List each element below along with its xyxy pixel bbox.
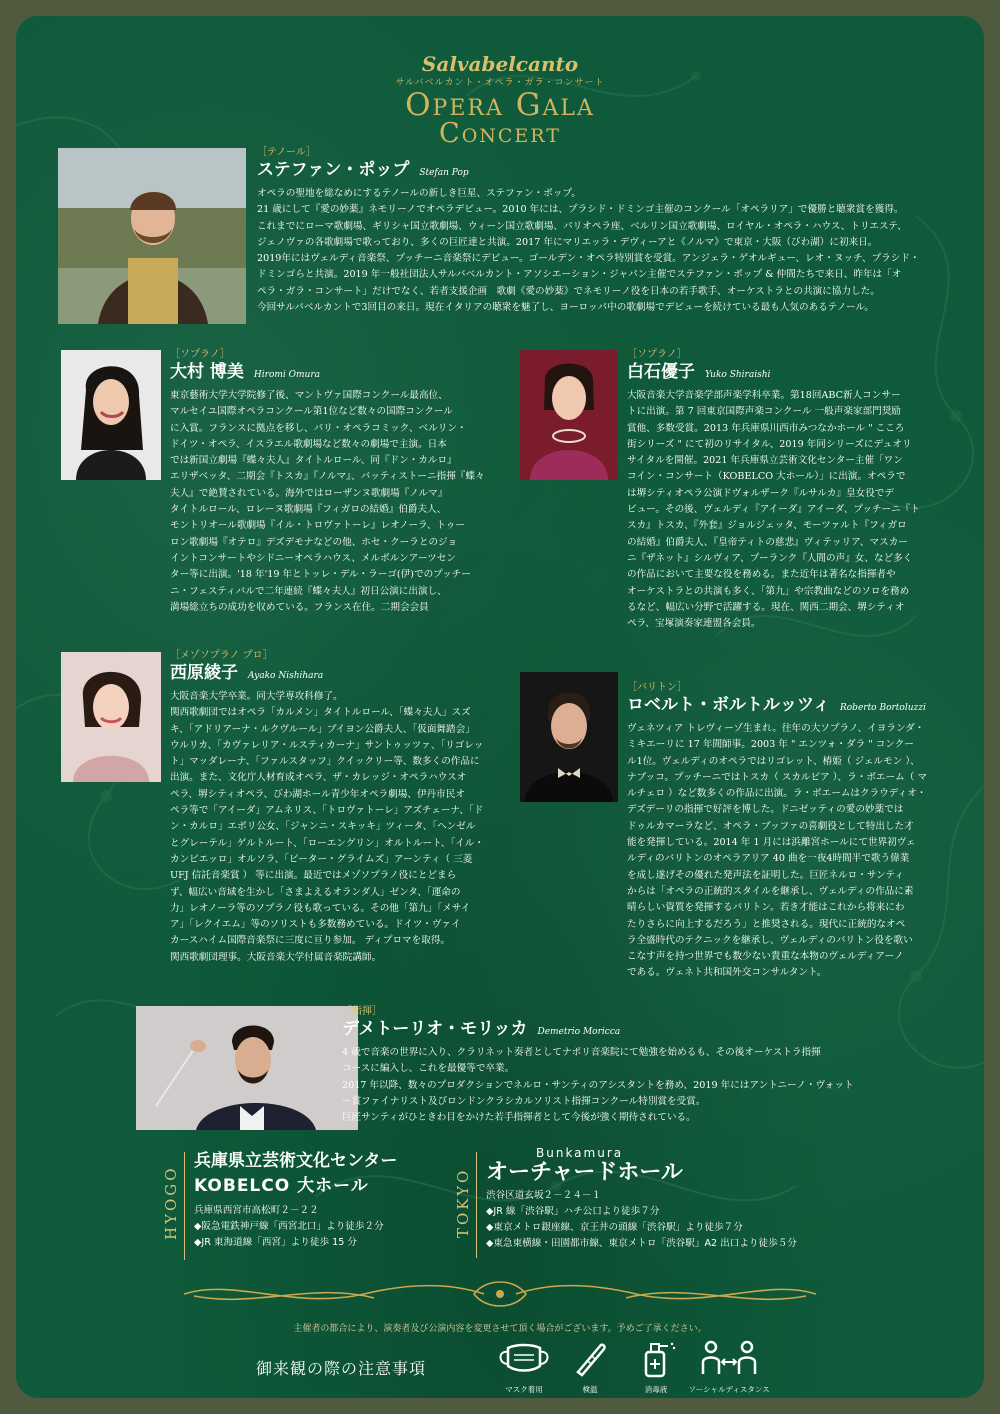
caution-social-distance <box>684 1338 774 1395</box>
caution-label: 消毒液 <box>644 1385 668 1394</box>
bio-demetrio-moricca <box>342 1005 902 1126</box>
bio-text: 東京藝術大学大学院修了後、マントヴァ国際コンクール最高位、 マルセイユ国際オペラコンクール第1位など数々の国際コンクール に入賞。フランスに拠点を移し、パリ・オペラコミック、ベルリン・ ドイツ・オペラ、イスラエル歌劇場など数々の劇場で主演。日本 では新国立劇場『蝶々夫人』タイトルロール、同『ドン・カルロ』 エリザベッタ、二期会『トスカ』『ノルマ』、バッティストーニ指揮『蝶々 夫人』で絶賛されている。海外ではローザンヌ歌劇場『ノルマ』 タイトルロール、ロレーヌ歌劇場『フィガロの結婚』伯爵夫人、 モントリオール歌劇場『イル・トロヴァトーレ』レオノーラ、トゥー ロン歌劇場『オテロ』デズデモナなどの他、ホセ・クーラとのジョ イントコンサートやシドニーオペラハウス、メルボルンアーツセン ター等に出演。'18 年'19 年とトッレ・デル・ラーゴ(伊)でのプッチー ニ・フェスティバルで二年連続『蝶々夫人』初日公演に出演し、 満場総立ちの成功を収めている。フランス在住。二期会会員 <box>170 390 485 613</box>
artist-name: デメトーリオ・モリッカ Demetrio Moricca <box>342 1019 621 1039</box>
venue-hyogo <box>194 1150 454 1251</box>
bio-text: オペラの聖地を総なめにするテノールの新しき巨星、ステファン・ポップ。 21 歳にして『愛の妙薬』ネモリーノでオペラデビュー。2010 年には、プラシド・ドミンゴ主催のコンクール「オペラリア」で優勝と聴衆賞を獲得。 これまでにローマ歌劇場、ギリシャ国立歌劇場、ウィーン国立歌劇場、パリオペラ座、ベルリン国立歌劇場、ロイヤル・オペラ・ハウス、トリエステ、 ジェノヴァの各歌劇場で歌っており、多くの巨匠達と共演。2017 年にマリエッラ・デヴィーアと《ノルマ》で東京・大阪（びわ湖）に初来日。 2019年にはヴェルディ音楽祭、プッチーニ音楽祭にデビュー。ゴールデン・オペラ特別賞を受賞。アンジェラ・ゲオルギュー、レオ・ヌッチ、プラシド・ ドミンゴらと共演。2019 年一般社団法人サルバベルカント・アソシエーション・ジャパン主催でステファン・ポップ & 仲間たちで来日、昨年は「オ ペラ・ガラ・コンサート」だけでなく、若者支援企画 歌劇《愛の妙薬》でネモリーノ役を日本の若手歌手、オーケストラとの共演に協力した。 今回サルバベルカントで3回目の来日。現在イタリアの聴衆を魅了し、ヨーロッパ中の歌劇場でデビューを続けている最も人気のあるテノール。 <box>257 188 920 314</box>
venue-address: 兵庫県西宮市高松町２－２２ <box>194 1205 319 1216</box>
role-label: ［ソプラノ］ <box>627 349 687 360</box>
bio-text: ヴェネツィア トレヴィーゾ生まれ。往年の大ソプラノ、イヨランダ・ ミキエーリに 17 年間師事。2003 年 " エンツォ・ダラ " コンクー ル1位。ヴェルディのオペラではリゴレット、椿姫（ ジェルモン ）、 ナブッコ。プッチーニではトスカ（ スカルピア ）、ラ・ボエーム（ マ ルチェロ ）など数多くの作品に出演。ラ・ボエームはクラウディオ・ デズデーリの指揮で好評を博した。ドニゼッティの愛の妙薬では ドゥルカマーラなど、オペラ・ブッファの喜劇役として特出した才 能を発揮している。2014 年 1 月には浜離宮ホールにて世界初ヴェ ルディのバリトンのオペラアリア 40 曲を一夜4時間半で歌う偉業 を成し遂げその優れた発声法を証明した。巨匠ネルロ・サンティ からは「オペラの正統的スタイルを継承し、ヴェルディの作品に素 晴らしい資質を発揮するバリトン。若き才能はこれから将来にわ たりさらに向上するだろう」と推奨される。現代に正統的なオペ ラ全盛時代のテクニックを継承し、ヴェルディのバリトン役を歌い こなす声を持つ世界でも数少ない貴重な本物のヴェルディアーノ である。ヴェネト共和国外交コンサルタント。 <box>627 723 927 979</box>
photo-yuko-shiraishi <box>520 350 618 480</box>
artist-name-en: Stefan Pop <box>419 168 469 178</box>
role-label: ［ソプラノ］ <box>170 349 230 360</box>
photo-stefan-pop <box>58 148 246 324</box>
artist-name-en: Yuko Shiraishi <box>705 370 771 380</box>
bio-ayako-nishihara <box>170 649 488 966</box>
role-label: ［メゾソプラノ プロ］ <box>170 650 273 661</box>
photo-ayako-nishihara <box>61 652 161 782</box>
artist-name-en: Hiromi Omura <box>253 370 321 380</box>
concert-logo <box>16 52 984 148</box>
venue-divider-hyogo <box>184 1152 185 1260</box>
artist-name: ロベルト・ボルトルッツィ Roberto Bortoluzzi <box>627 695 926 715</box>
venue-hall: KOBELCO 大ホール <box>194 1176 369 1196</box>
sanitizer-icon <box>626 1338 686 1378</box>
bio-roberto-bortoluzzi <box>627 681 945 982</box>
venue-divider-tokyo <box>476 1152 477 1258</box>
caution-title: 御来観の際の注意事項 <box>256 1359 427 1378</box>
venue-sub: Bunkamura <box>536 1146 624 1160</box>
role-label: ［指揮］ <box>342 1006 382 1017</box>
caution-label: ソーシャルディスタンス <box>688 1385 770 1394</box>
thermometer-icon <box>560 1338 620 1378</box>
artist-name: 西原綾子 Ayako Nishihara <box>170 663 324 683</box>
venue-name: 兵庫県立芸術文化センター <box>194 1151 398 1171</box>
bio-stefan-pop <box>257 146 957 316</box>
venue-access: ◆JR 線「渋谷駅」ハチ公口より徒歩７分 <box>486 1206 660 1217</box>
artist-name-en: Ayako Nishihara <box>248 671 324 681</box>
photo-roberto-bortoluzzi <box>520 672 618 802</box>
bio-yuko-shiraishi <box>627 348 945 632</box>
caution-label: マスク着用 <box>505 1385 543 1394</box>
venue-tokyo <box>486 1146 906 1252</box>
logo-title-2: Concert <box>439 118 561 149</box>
venue-access: ◆JR 東海道線「西宮」より徒歩 15 分 <box>194 1237 357 1248</box>
logo-script: Salvabelcanto <box>421 52 579 76</box>
logo-kana: サルバベルカント・オペラ・ガラ・コンサート <box>395 78 605 88</box>
caution-label: 検温 <box>582 1385 598 1394</box>
gold-ornament-divider <box>174 1274 826 1314</box>
artist-name: 白石優子 Yuko Shiraishi <box>627 362 771 382</box>
bio-text: 4 歳で音楽の世界に入り、クラリネット奏者としてナポリ音楽院にて勉強を始めるも、その後オーケストラ指揮 コースに編入し、これを最優等で卒業。 2017 年以降、数々のプロダクションでネルロ・サンティのアシスタントを務め、2019 年にはアントニーノ・ヴォット ー賞ファイナリスト及びロンドンクラシカルソリスト指揮コンクール特別賞を受賞。 巨匠サンティがひときわ目をかけた若手指揮者として今後が強く期待されている。 <box>342 1047 854 1124</box>
bio-hiromi-omura <box>170 348 488 616</box>
artist-name-en: Demetrio Moricca <box>537 1027 621 1037</box>
photo-hiromi-omura <box>61 350 161 480</box>
role-label: ［テノール］ <box>257 147 316 158</box>
logo-title-1: Opera Gala <box>405 87 595 123</box>
social-distance-icon <box>699 1338 759 1378</box>
bio-text: 大阪音楽大学卒業。同大学専攻科修了。 関西歌劇団ではオペラ「カルメン」タイトルロール、「蝶々夫人」スズ キ、「アドリアーナ・ルクヴルール」ブイヨン公爵夫人、「仮面舞踏会」 ウルリカ、「カヴァレリア・ルスティカーナ」サントゥッツァ、「リゴレッ ト」マッダレーナ、「ファルスタッフ」クイックリー等、数多くの作品に 出演。また、文化庁人材育成オペラ、ザ・カレッジ・オペラハウスオ ペラ、堺シティオペラ、びわ湖ホール青少年オペラ劇場、伊丹市民オ ペラ等で「アイーダ」アムネリス、「トロヴァトーレ」アズチェーナ、「ド ン・カルロ」エボリ公女、「ジャンニ・スキッキ」ツィータ、「ヘンゼル とグレーテル」ゲルトルート、「ローエングリン」オルトルート、「イル・ カンピエッロ」オルソラ、「ピーター・グライムズ」アーンティ（ 三菱 UFJ 信託音楽賞 ） 等に出演。最近ではメゾソプラノ役にとどまら ず、幅広い音域を生かし「さまよえるオランダ人」ゼンタ、「運命の 力」レオノーラ等のソプラノ役も歌っている。その他「第九」「メサイ ア」「レクイエム」等のソリストも多数務めている。ドイツ・ヴァイ カースハイム国際音楽祭に三度に亘り参加。 ディプロマを取得。 関西歌劇団理事。大阪音楽大学付属音楽院講師。 <box>170 691 484 963</box>
change-notice: 主催者の都合により、演奏者及び公演内容を変更させて頂く場合がございます。予めご了承ください。 <box>293 1324 707 1334</box>
venue-access: ◆東急東横線・田園都市線、東京メトロ「渋谷駅」A2 出口より徒歩５分 <box>486 1238 797 1249</box>
venue-name: オーチャードホール <box>486 1160 683 1185</box>
artist-name-en: Roberto Bortoluzzi <box>839 703 926 713</box>
venue-label-tokyo: TOKYO <box>454 1167 472 1238</box>
photo-demetrio-moricca <box>136 1006 358 1130</box>
role-label: ［バリトン］ <box>627 682 687 693</box>
mask-icon <box>494 1338 554 1378</box>
venue-address: 渋谷区道玄坂２－２４－１ <box>486 1190 602 1201</box>
venue-access: ◆東京メトロ銀座線、京王井の頭線「渋谷駅」より徒歩７分 <box>486 1222 743 1233</box>
venue-access: ◆阪急電鉄神戸線「西宮北口」より徒歩２分 <box>194 1221 384 1232</box>
flyer-panel <box>16 16 984 1398</box>
artist-name: ステファン・ポップ Stefan Pop <box>257 160 469 180</box>
venue-label-hyogo: HYOGO <box>162 1165 180 1240</box>
bio-text: 大阪音楽大学音楽学部声楽学科卒業。第18回ABC新人コンサー トに出演。第 7 回東京国際声楽コンクール 一般声楽家部門奨励 賞他、多数受賞。2013 年兵庫県川西市みつなかホール " こころ 街シリーズ " にて初のリサイタル、2019 年同シリーズにデュオリ サイタルを開催。2021 年兵庫県立芸術文化センター主催「ワン コイン・コンサート（KOBELCO 大ホール）」に出演。オペラで は堺シティオペラ公演ドヴォルザーク『ルサルカ』皇女役でデ ビュー。その後、ヴェルディ『アイーダ』アイーダ、プッチーニ『ト スカ』トスカ、『外套』ジョルジェッタ、モーツァルト『フィガロ の結婚』伯爵夫人、『皇帝ティトの慈悲』ヴィテッリア、マスカー ニ『ザネット』シルヴィア、プーランク『人間の声』女、など多く の作品において主要な役を務める。また近年は著名な指揮者や オーケストラとの共演も多く、「第九」や宗教曲などのソロを務め るなど、幅広い分野で活躍する。現在、関西二期会、堺シティオ ペラ、宝塚演奏家連盟各会員。 <box>627 390 920 630</box>
artist-name: 大村 博美 Hiromi Omura <box>170 362 321 382</box>
